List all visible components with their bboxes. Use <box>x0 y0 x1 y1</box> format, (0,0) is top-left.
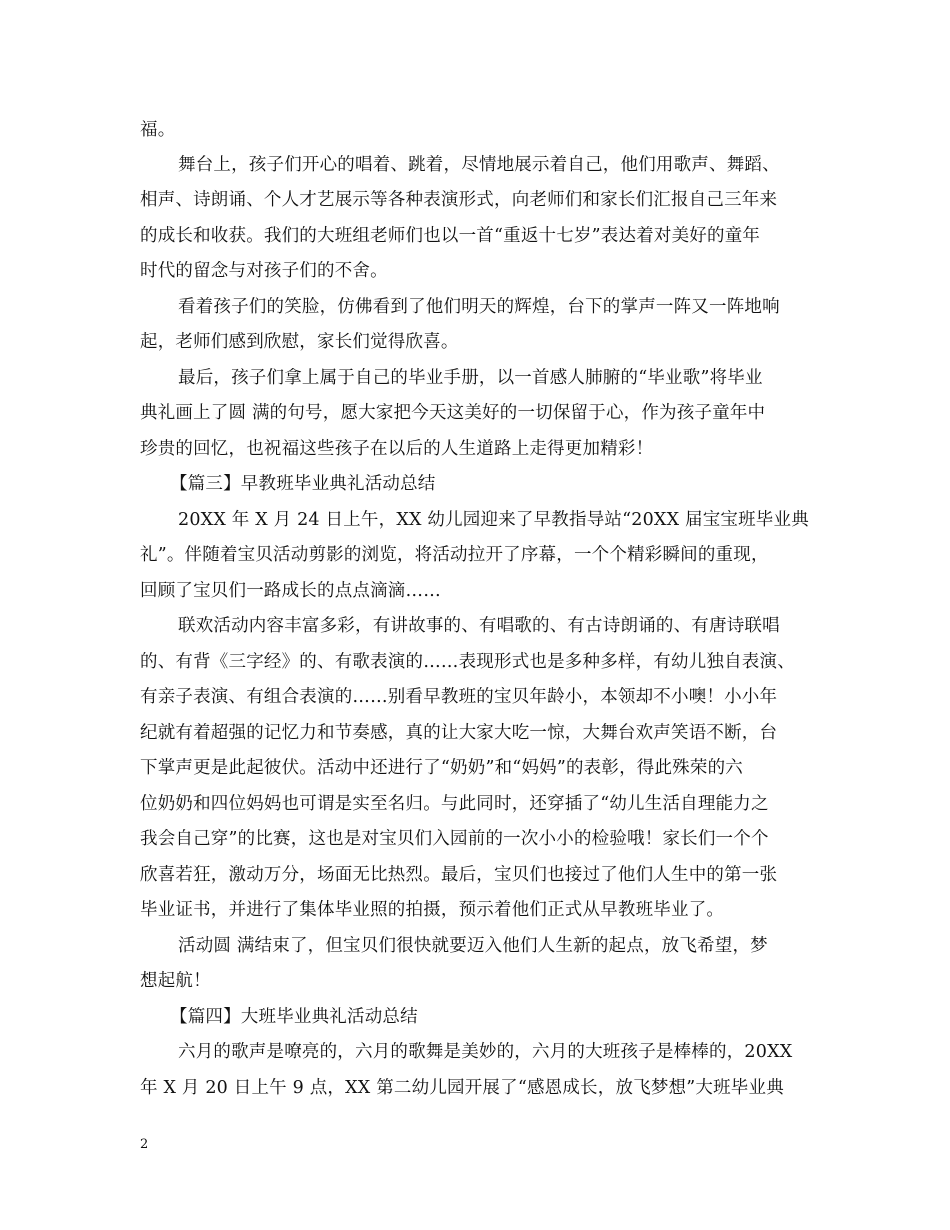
text-line-5: 时代的留念与对孩子们的不舍。 <box>140 261 388 281</box>
text-line-21: 我会自己穿”的比赛，这也是对宝贝们入园前的一次小小的检验哦！家长们一个个 <box>140 829 769 849</box>
text-line-9: 典礼画上了圆 满的句号，愿大家把今天这美好的一切保留于心，作为孩子童年中 <box>140 403 766 423</box>
text-line-3: 相声、诗朗诵、个人才艺展示等各种表演形式，向老师们和家长们汇报自己三年来 <box>140 190 778 210</box>
text-line-17: 有亲子表演、有组合表演的……别看早教班的宝贝年龄小，本领却不小噢！小小年 <box>140 687 778 707</box>
text-line-14: 回顾了宝贝们一路成长的点点滴滴…… <box>140 581 441 601</box>
text-line-7: 起，老师们感到欣慰，家长们觉得欣喜。 <box>140 332 459 352</box>
page-number: 2 <box>140 1137 149 1152</box>
text-line-24: 活动圆 满结束了，但宝贝们很快就要迈入他们人生新的起点，放飞希望，梦 <box>178 936 768 956</box>
section-heading-4: 【篇四】大班毕业典礼活动总结 <box>170 1007 418 1027</box>
text-line-13: 礼”。伴随着宝贝活动剪影的浏览，将活动拉开了序幕，一个个精彩瞬间的重现， <box>140 545 769 565</box>
text-line-16: 的、有背《三字经》的、有歌表演的……表现形式也是多种多样，有幼儿独自表演、 <box>140 652 795 672</box>
text-line-4: 的成长和收获。我们的大班组老师们也以一首“重返十七岁”表达着对美好的童年 <box>140 226 761 246</box>
text-line-2: 舞台上，孩子们开心的唱着、跳着，尽情地展示着自己，他们用歌声、舞蹈、 <box>178 155 780 175</box>
text-line-18: 纪就有着超强的记忆力和节奏感，真的让大家大吃一惊，大舞台欢声笑语不断，台 <box>140 723 778 743</box>
text-line-22: 欣喜若狂，激动万分，场面无比热烈。最后，宝贝们也接过了他们人生中的第一张 <box>140 865 778 885</box>
text-line-6: 看着孩子们的笑脸，仿佛看到了他们明天的辉煌，台下的掌声一阵又一阵地响 <box>178 297 780 317</box>
text-line-1: 福。 <box>140 120 176 140</box>
text-line-15: 联欢活动内容丰富多彩，有讲故事的、有唱歌的、有古诗朗诵的、有唐诗联唱 <box>178 616 780 636</box>
section-heading-3: 【篇三】早教班毕业典礼活动总结 <box>170 474 436 494</box>
text-line-23: 毕业证书，并进行了集体毕业照的拍摄，预示着他们正式从早教班毕业了。 <box>140 900 725 920</box>
text-line-28: 年 X 月 20 日上午 9 点，XX 第二幼儿园开展了“感恩成长，放飞梦想”大班毕业典 <box>140 1078 784 1098</box>
text-line-27: 六月的歌声是嘹亮的，六月的歌舞是美妙的，六月的大班孩子是棒棒的，20XX <box>178 1042 793 1062</box>
text-line-12: 20XX 年 X 月 24 日上午，XX 幼儿园迎来了早教指导站“20XX 届宝宝班毕业典 <box>178 510 809 530</box>
text-line-19: 下掌声更是此起彼伏。活动中还进行了“奶奶”和“妈妈”的表彰，得此殊荣的六 <box>140 758 743 778</box>
text-line-25: 想起航！ <box>140 971 211 991</box>
text-line-20: 位奶奶和四位妈妈也可谓是实至名归。与此同时，还穿插了“幼儿生活自理能力之 <box>140 794 769 814</box>
text-line-10: 珍贵的回忆，也祝福这些孩子在以后的人生道路上走得更加精彩！ <box>140 439 654 459</box>
text-line-8: 最后，孩子们拿上属于自己的毕业手册，以一首感人肺腑的“毕业歌”将毕业 <box>178 368 763 388</box>
